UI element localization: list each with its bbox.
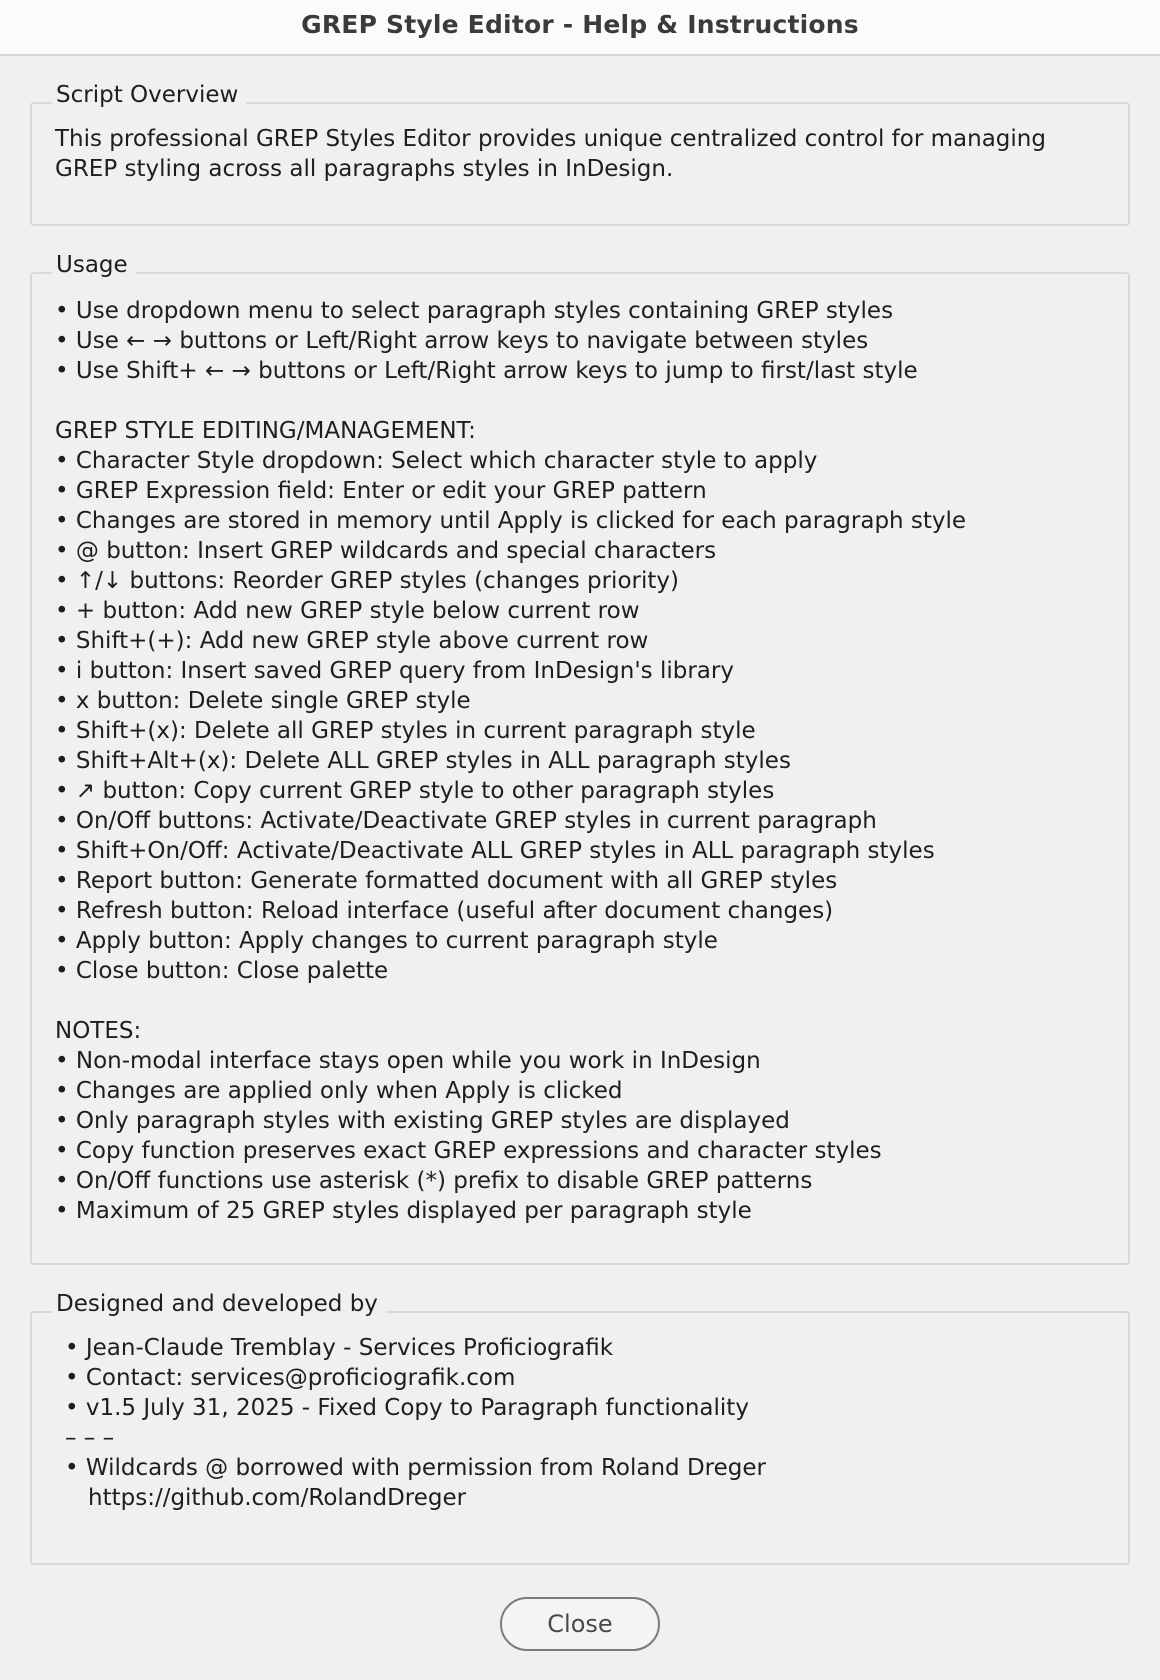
management-heading: GREP STYLE EDITING/MANAGEMENT:: [55, 418, 476, 444]
management-line: • Shift+On/Off: Activate/Deactivate ALL GREP styles in ALL paragraph styles: [55, 838, 935, 864]
notes-line: • Copy function preserves exact GREP expressions and character styles: [55, 1138, 882, 1164]
management-line: • i button: Insert saved GREP query from InDesign's library: [55, 658, 734, 684]
credits-panel: [30, 1291, 1130, 1565]
management-line: • @ button: Insert GREP wildcards and special characters: [55, 538, 717, 564]
credits-panel-title: Designed and developed by: [52, 1287, 386, 1321]
usage-nav-line: • Use Shift+ ← → buttons or Left/Right arrow keys to jump to first/last style: [55, 358, 918, 384]
overview-line: This professional GREP Styles Editor provides unique centralized control for managing: [55, 126, 1046, 152]
notes-line: • Maximum of 25 GREP styles displayed per paragraph style: [55, 1198, 752, 1224]
notes-line: • Only paragraph styles with existing GREP styles are displayed: [55, 1108, 790, 1134]
credits-author: • Jean-Claude Tremblay - Services Proficiografik: [65, 1335, 614, 1361]
overview-panel: [30, 82, 1130, 226]
management-line: • Character Style dropdown: Select which character style to apply: [55, 448, 818, 474]
management-line: • Shift+Alt+(x): Delete ALL GREP styles in ALL paragraph styles: [55, 748, 791, 774]
credits-text: [55, 1333, 1118, 1513]
management-line: • Close button: Close palette: [55, 958, 389, 984]
management-line: • x button: Delete single GREP style: [55, 688, 471, 714]
management-line: • Apply button: Apply changes to current paragraph style: [55, 928, 718, 954]
usage-nav-line: • Use dropdown menu to select paragraph styles containing GREP styles: [55, 298, 894, 324]
overview-panel-title: Script Overview: [52, 78, 246, 112]
title-bar: [0, 0, 1160, 56]
management-line: • Shift+(x): Delete all GREP styles in current paragraph style: [55, 718, 756, 744]
overview-text: [55, 124, 1118, 184]
management-line: • Changes are stored in memory until Apply is clicked for each paragraph style: [55, 508, 967, 534]
management-line: • Report button: Generate formatted document with all GREP styles: [55, 868, 838, 894]
notes-line: • Changes are applied only when Apply is clicked: [55, 1078, 623, 1104]
management-line: • ↑/↓ buttons: Reorder GREP styles (changes priority): [55, 568, 679, 594]
notes-line: • On/Off functions use asterisk (*) prefix to disable GREP patterns: [55, 1168, 813, 1194]
notes-heading: NOTES:: [55, 1018, 142, 1044]
usage-panel: [30, 252, 1130, 1265]
close-button[interactable]: Close: [500, 1597, 660, 1651]
usage-text: [55, 296, 1118, 1226]
overview-line: GREP styling across all paragraphs styles in InDesign.: [55, 156, 674, 182]
management-line: • Shift+(+): Add new GREP style above current row: [55, 628, 649, 654]
management-line: • Refresh button: Reload interface (useful after document changes): [55, 898, 834, 924]
management-line: • GREP Expression field: Enter or edit your GREP pattern: [55, 478, 707, 504]
management-line: • On/Off buttons: Activate/Deactivate GREP styles in current paragraph: [55, 808, 877, 834]
window-title: GREP Style Editor - Help & Instructions: [301, 10, 859, 39]
usage-panel-title: Usage: [52, 248, 136, 282]
credits-version: • v1.5 July 31, 2025 - Fixed Copy to Paragraph functionality: [65, 1395, 749, 1421]
management-line: • + button: Add new GREP style below current row: [55, 598, 640, 624]
credits-wildcards: • Wildcards @ borrowed with permission from Roland Dreger: [65, 1455, 766, 1481]
usage-nav-line: • Use ← → buttons or Left/Right arrow keys to navigate between styles: [55, 328, 869, 354]
credits-contact: • Contact: services@proficiografik.com: [65, 1365, 516, 1391]
notes-line: • Non-modal interface stays open while you work in InDesign: [55, 1048, 761, 1074]
credits-url: https://github.com/RolandDreger: [88, 1485, 467, 1511]
credits-separator: – – –: [65, 1425, 115, 1451]
management-line: • ↗ button: Copy current GREP style to other paragraph styles: [55, 778, 775, 804]
